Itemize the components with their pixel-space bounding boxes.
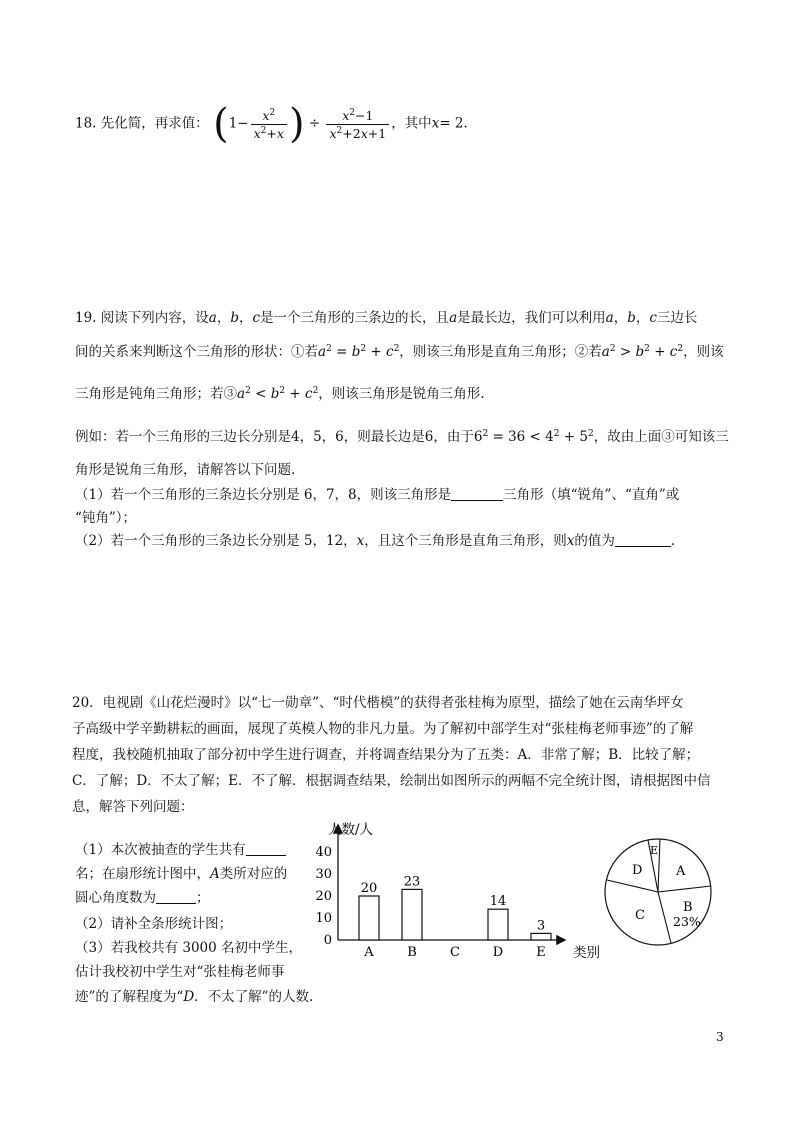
q19-p2-x: x (566, 533, 575, 549)
q19-p2-answer-blank[interactable] (615, 532, 671, 547)
bar-chart-xlabel: 类别 (573, 945, 600, 961)
q19-ex1-a: 例如：若一个三角形的三边长分别是4，5，6，则最长边是6，由于6 (75, 429, 483, 445)
q19-var-a: a (601, 344, 610, 360)
q18-f2-den-exp: 2 (336, 125, 343, 136)
pie-chart (598, 832, 718, 952)
q19-exp: 2 (609, 344, 616, 354)
q19-exp: 2 (553, 429, 560, 439)
q20-l5: 息，解答下列问题： (72, 799, 194, 815)
q18-right-paren: ) (288, 101, 305, 147)
q19-var-b: b (270, 386, 280, 402)
pie-label-e: E (650, 844, 659, 857)
q20-s1-count-blank[interactable] (246, 841, 286, 856)
q19-l3-b: ，则该三角形是锐角三角形. (318, 386, 485, 402)
q20-s2: （2）请补全条形统计图； (75, 916, 233, 932)
q20-s1-b: 名；在扇形统计图中， (75, 866, 210, 882)
q20-s3-D: D (183, 989, 195, 1005)
q18-fraction-2 (326, 108, 389, 141)
bar-category-label-e: E (536, 945, 546, 960)
bar-category-label-a: A (364, 945, 374, 960)
q18-divide: ÷ (308, 115, 321, 132)
q20-line-4 (72, 769, 711, 789)
bar-category-label-b: B (407, 945, 417, 960)
pie-label-c: C (635, 908, 645, 923)
q18-intro: 先化简，再求值： (100, 115, 209, 132)
q20-s1-A: A (210, 866, 220, 882)
q20-s3-c: 迹”的了解程度为“ (75, 989, 184, 1005)
bar-value-label-e: 3 (536, 918, 546, 934)
q19-sep: ， (239, 310, 253, 326)
q18-f1-den-exp: 2 (260, 125, 267, 136)
q19-exp: 2 (245, 386, 251, 396)
q19-exp: 2 (677, 344, 684, 354)
q18-line (75, 101, 468, 147)
q20-l3: 程度，我校随机抽取了部分初中学生进行调查，并将调查结果分为了五类：A．非常了解；B．比较了解； (72, 747, 700, 763)
q19-eq: = (336, 344, 348, 360)
q19-var-c: c (252, 310, 261, 326)
q18-f2-num-exp: 2 (349, 107, 355, 118)
q20-s3-b: 估计我校初中学生对“张桂梅老师事 (75, 964, 285, 980)
q19-var-a: a (318, 344, 327, 360)
bar-value-label-b: 23 (403, 874, 421, 890)
q20-sub3-line-2 (75, 960, 284, 980)
q19-sep: ， (216, 310, 231, 326)
q19-p2-end: . (670, 533, 676, 549)
q18-f1-den-b: + (266, 125, 277, 141)
pie-label-b: B (683, 900, 693, 915)
q19-part1-line-1 (75, 483, 679, 503)
q19-example-line-1 (75, 425, 729, 445)
q20-sub3-line-3 (75, 985, 313, 1005)
q18-f2-num-b: −1 (355, 107, 374, 123)
q20-s1-e: ； (196, 890, 210, 906)
q19-var-a: a (449, 310, 458, 326)
q19-l2-b: ，则该三角形是直角三角形；②若 (399, 344, 602, 360)
q18-f1-den-a: x (253, 125, 261, 141)
q19-sep: ， (613, 310, 628, 326)
q19-line-3 (75, 382, 485, 402)
bar-chart (300, 812, 620, 972)
q19-p1-answer-blank[interactable] (451, 486, 503, 501)
q19-exp: 2 (644, 344, 650, 354)
q19-l1-mid2: 是最长边，我们可以利用 (457, 310, 606, 326)
q19-exp: 2 (587, 429, 594, 439)
q20-s1-angle-blank[interactable] (156, 889, 196, 904)
q18-number: 18. (75, 115, 97, 132)
q20-l1: 20．电视剧《山花烂漫时》以“七一勋章”、“时代楷模”的获得者张桂梅为原型，描绘了她在云南华坪女 (72, 695, 684, 711)
q19-exp: 2 (360, 344, 367, 354)
q19-plus: + (654, 344, 666, 360)
q19-l2-c: ，则该 (683, 344, 724, 360)
q19-var-c: c (386, 344, 394, 360)
q19-p2-c: 的值为 (574, 533, 615, 549)
q19-var-a: a (605, 310, 614, 326)
q18-left-paren: ( (213, 101, 229, 147)
q19-var-c: c (305, 386, 313, 402)
pie-divider-b-c (658, 892, 671, 943)
q19-l1-mid: 是一个三角形的三条边的长，且 (260, 310, 450, 326)
q19-part1-line-2 (75, 506, 136, 526)
q19-number: 19. (75, 310, 97, 326)
bar-chart-ytick-label: 10 (315, 911, 332, 926)
q19-var-a: a (208, 310, 217, 326)
q19-l2-a: 间的关系来判断这个三角形的形状：①若 (75, 344, 318, 360)
q20-s3-d: ．不太了解”的人数. (194, 989, 314, 1005)
bar-chart-ytick-label: 30 (315, 867, 332, 882)
q19-exp: 2 (326, 344, 332, 354)
q19-l1-tail: 三边长 (656, 310, 698, 326)
q20-l2: 子高级中学辛勤耕耘的画面，展现了英模人物的非凡力量。为了解初中部学生对“张桂梅老师事迹”的了解 (72, 721, 694, 737)
q19-example-line-2 (75, 458, 295, 478)
q20-line-2 (72, 717, 693, 737)
q20-sub1-line-2 (75, 862, 287, 882)
q18-f2-den-b: +2 (342, 125, 361, 141)
q19-exp: 2 (393, 344, 400, 354)
q19-var-c: c (649, 310, 657, 326)
q19-var-b: b (627, 310, 636, 326)
q19-ex1-d: ，故由上面③可知该三 (593, 429, 729, 445)
q19-plus: + (289, 386, 301, 402)
q18-f2-num-a: x (342, 107, 350, 123)
bar-chart-ytick-label: 0 (323, 933, 332, 948)
bar-chart-ytick-label: 40 (315, 845, 332, 860)
pie-divider-a-b (658, 886, 711, 892)
q20-s1-d: 圆心角度数为 (75, 890, 156, 906)
q19-p2-x: x (356, 533, 365, 549)
q18-x-var: x (431, 115, 440, 132)
pie-label-d: D (632, 863, 643, 878)
q20-sub1-line-1 (75, 838, 286, 858)
q20-sub2-line (75, 912, 232, 932)
q20-sub3-line-1 (75, 936, 302, 956)
pie-divider-e-a (658, 839, 660, 892)
q19-p1-b: 三角形（填“锐角”、“直角”或 (503, 487, 680, 503)
q19-ex1-b: = 36 < 4 (492, 429, 554, 445)
q19-exp: 2 (312, 386, 319, 396)
q19-p1-c: “钝角”）； (75, 510, 137, 526)
q20-line-3 (72, 743, 699, 763)
q19-var-b: b (230, 310, 239, 326)
q19-lt: < (255, 386, 267, 402)
q19-sep: ， (635, 310, 650, 326)
bar-b (402, 889, 422, 940)
bar-chart-ylabel: 人数/人 (328, 822, 374, 838)
page-number: 3 (716, 1030, 724, 1044)
q20-sub1-line-3 (75, 886, 210, 906)
q20-s3-a: （3）若我校共有 3000 名初中学生， (75, 940, 303, 956)
bar-a (359, 896, 379, 940)
bar-value-label-d: 14 (489, 894, 507, 910)
q18-f2-den-d: +1 (367, 125, 387, 141)
q19-ex1-c: + 5 (563, 429, 588, 445)
q19-var-b: b (635, 344, 645, 360)
q18-fraction-1 (251, 108, 287, 141)
q19-part2-line (75, 529, 675, 549)
q19-l3-a: 三角形是钝角三角形；若③ (75, 386, 237, 402)
q19-plus: + (370, 344, 382, 360)
q19-l1: 阅读下列内容，设 (100, 310, 209, 326)
q19-var-b: b (351, 344, 361, 360)
q19-gt: > (619, 344, 632, 360)
q18-tail: ，其中 (391, 115, 432, 132)
bar-e (531, 933, 551, 940)
q19-line-1 (75, 306, 697, 326)
q19-p2-b: ，且这个三角形是直角三角形，则 (364, 533, 567, 549)
pie-label-a: A (676, 864, 686, 879)
q20-l4: C．了解；D．不太了解；E．不了解．根据调查结果，绘制出如图所示的两幅不完全统计图，请根据图中信 (72, 773, 711, 789)
q19-var-c: c (669, 344, 678, 360)
bar-category-label-d: D (492, 945, 504, 960)
q20-line-5 (72, 795, 194, 815)
q18-x-value: = 2 (439, 115, 464, 132)
pie-divider-c-d (607, 880, 658, 892)
q19-p2-a: （2）若一个三角形的三条边长分别是 5，12， (75, 533, 357, 549)
q19-exp: 2 (482, 429, 489, 439)
q19-exp: 2 (279, 386, 286, 396)
q19-p1-a: （1）若一个三角形的三条边长分别是 6，7，8，则该三角形是 (75, 487, 452, 503)
q18-f1-den-c: x (276, 125, 284, 141)
q18-one-minus: 1− (228, 115, 249, 132)
bar-category-label-c: C (450, 945, 460, 960)
bar-d (488, 909, 508, 940)
q20-s1-c: 类所对应的 (219, 866, 288, 882)
bar-chart-ytick-label: 20 (315, 889, 332, 904)
q19-ex2: 角形是锐角三角形，请解答以下问题. (75, 462, 296, 478)
pie-label-b-percent: 23% (673, 914, 701, 929)
q19-line-2 (75, 340, 724, 360)
q18-f2-den-a: x (329, 125, 337, 141)
q20-line-1 (72, 691, 684, 711)
q18-end: . (463, 115, 468, 132)
q18-f1-num-base: x (262, 107, 270, 123)
q18-f2-den-c: x (360, 125, 368, 141)
q19-var-a: a (237, 386, 246, 402)
bar-value-label-a: 20 (360, 881, 378, 896)
q20-s1-a: （1）本次被抽查的学生共有 (75, 842, 246, 858)
q18-f1-num-exp: 2 (269, 107, 276, 118)
